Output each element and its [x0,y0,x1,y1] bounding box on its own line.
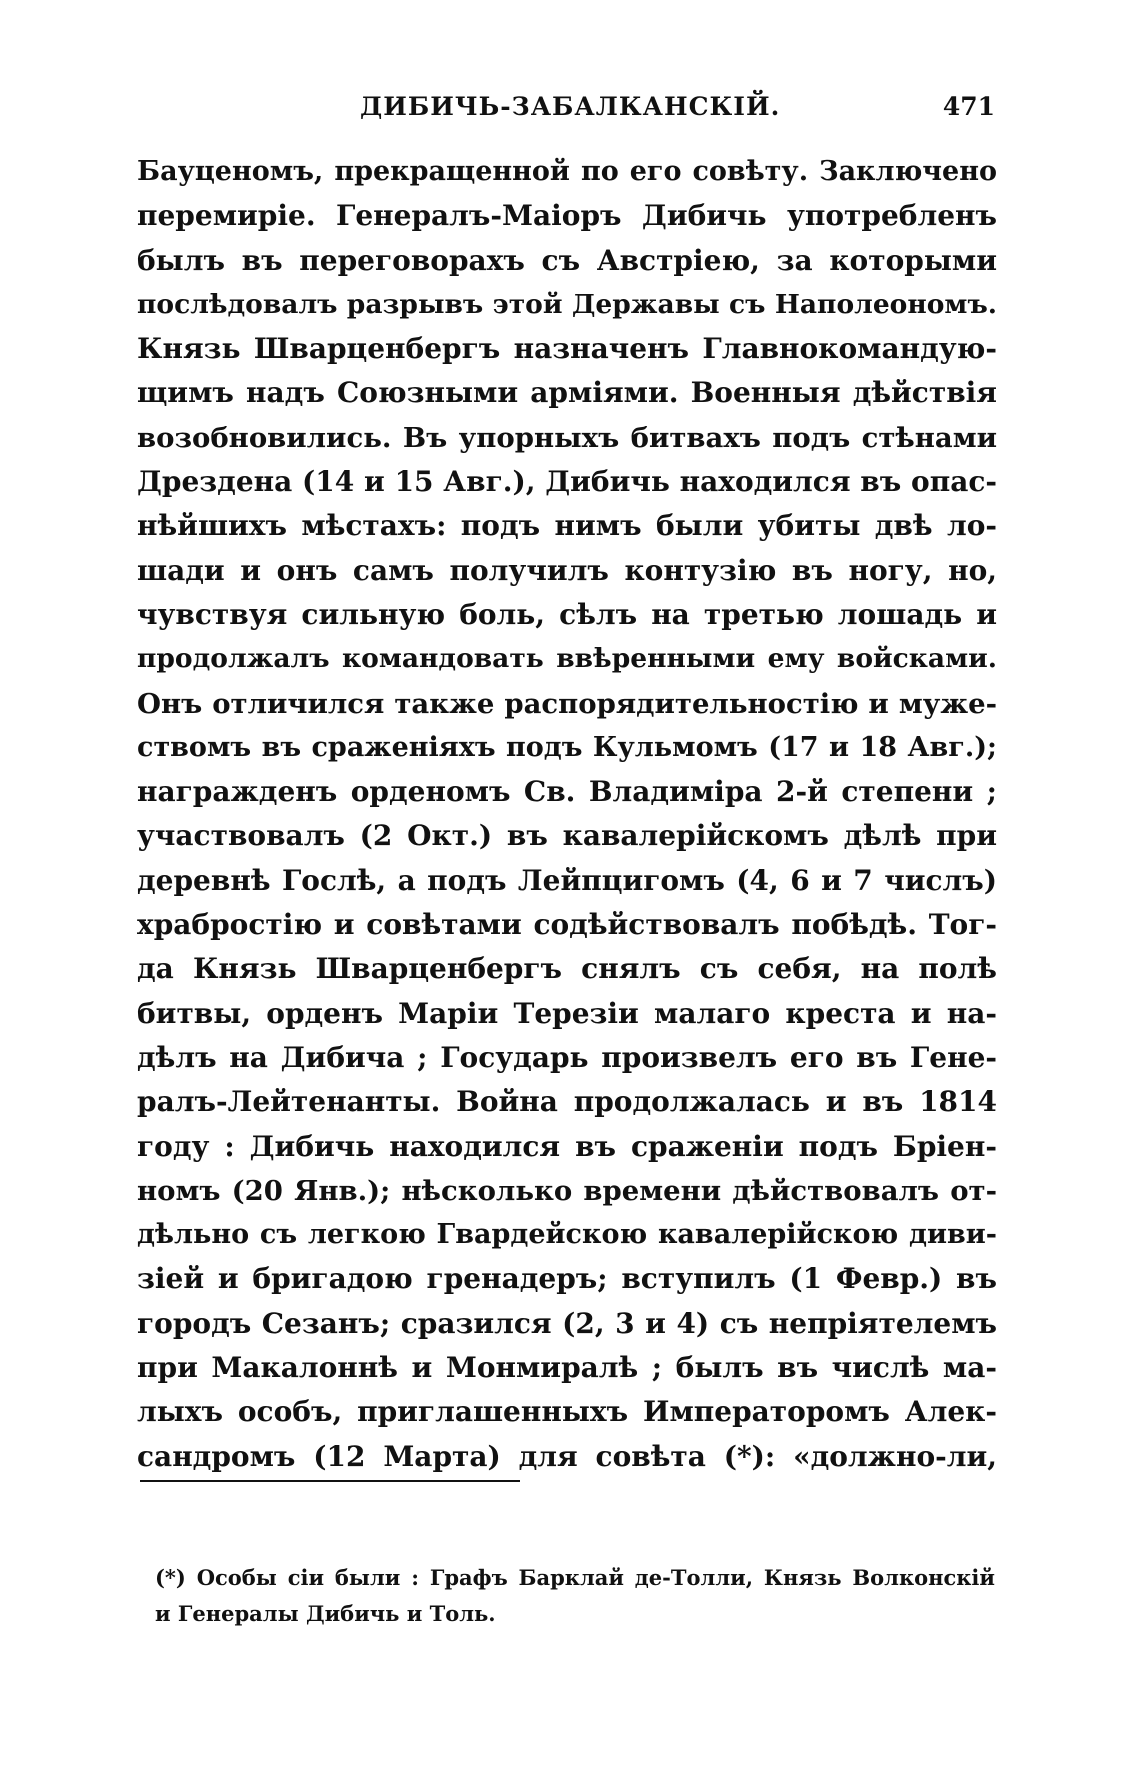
text-line: сандромъ (12 Марта) для совѣта (*): «должно-ли, [137,1439,997,1473]
text-line: награжденъ орденомъ Св. Владиміра 2-й степени ; [137,775,997,809]
text-line: зіей и бригадою гренадеръ; вступилъ (1 Февр.) въ [137,1262,997,1296]
footnote-line: и Генералы Дибичь и Толь. [155,1601,496,1626]
text-line: Князь Шварценбергъ назначенъ Главнокомандую- [137,332,997,366]
text-line: городъ Сезанъ; сразился (2, 3 и 4) съ непріятелемъ [137,1306,997,1340]
text-line: возобновились. Въ упорныхъ битвахъ подъ стѣнами [137,421,997,454]
text-line: послѣдовалъ разрывъ этой Державы съ Наполеономъ. [137,288,997,320]
text-line: Бауценомъ, прекращенной по его совѣту. Заключено [137,156,997,187]
text-line: храбростію и совѣтами содѣйствовалъ побѣдѣ. Тог- [137,908,997,942]
page-number: 471 [942,92,995,121]
text-line: перемиріе. Генералъ-Маіоръ Дибичь употребленъ [137,199,997,233]
footnote [155,1560,995,1632]
text-line: да Князь Шварценбергъ снялъ съ себя, на полѣ [137,952,997,986]
text-line: номъ (20 Янв.); нѣсколько времени дѣйствовалъ от- [137,1174,997,1207]
text-line: ствомъ въ сраженіяхъ подъ Кульмомъ (17 и 18 Авг.); [137,731,997,763]
text-line: лыхъ особъ, приглашенныхъ Императоромъ Алек- [137,1395,997,1429]
text-line: Дрездена (14 и 15 Авг.), Дибичь находился въ опас- [137,465,997,499]
text-line: при Макалоннѣ и Монмиралѣ ; былъ въ числѣ ма- [137,1351,997,1385]
text-line: щимъ надъ Союзными арміями. Военныя дѣйствія [137,376,997,410]
text-line: дѣлъ на Дибича ; Государь произвелъ его въ Гене- [137,1040,997,1074]
text-line: деревнѣ Гослѣ, а подъ Лейпцигомъ (4, 6 и 7 числъ) [137,863,997,897]
text-line: былъ въ переговорахъ съ Австріею, за которыми [137,243,997,277]
text-line: участвовалъ (2 Окт.) въ кавалерійскомъ дѣлѣ при [137,819,997,853]
text-line: году : Дибичь находился въ сраженіи подъ Бріен- [137,1129,997,1163]
page-header [140,92,995,132]
footnote-divider [140,1480,520,1482]
running-title: ДИБИЧЬ-ЗАБАЛКАНСКІЙ. [360,92,781,121]
footnote-line: (*) Особы сіи были : Графъ Барклай де-Толли, Князь Волконскій [155,1565,995,1590]
text-line: Онъ отличился также распорядительностію и муже- [137,687,997,720]
text-line: чувствуя сильную боль, сѣлъ на третью лошадь и [137,597,997,631]
text-line: битвы, орденъ Маріи Терезіи малаго креста и на- [137,996,997,1030]
text-line: нѣйшихъ мѣстахъ: подъ нимъ были убиты двѣ ло- [137,509,997,543]
body-text [137,150,997,1479]
text-line: шади и онъ самъ получилъ контузію въ ногу, но, [137,553,997,587]
text-line: ралъ-Лейтенанты. Война продолжалась и въ 1814 [137,1085,997,1119]
text-line: продолжалъ командовать ввѣренными ему войсками. [137,643,997,675]
text-line: дѣльно съ легкою Гвардейскою кавалерійскою диви- [137,1219,997,1251]
